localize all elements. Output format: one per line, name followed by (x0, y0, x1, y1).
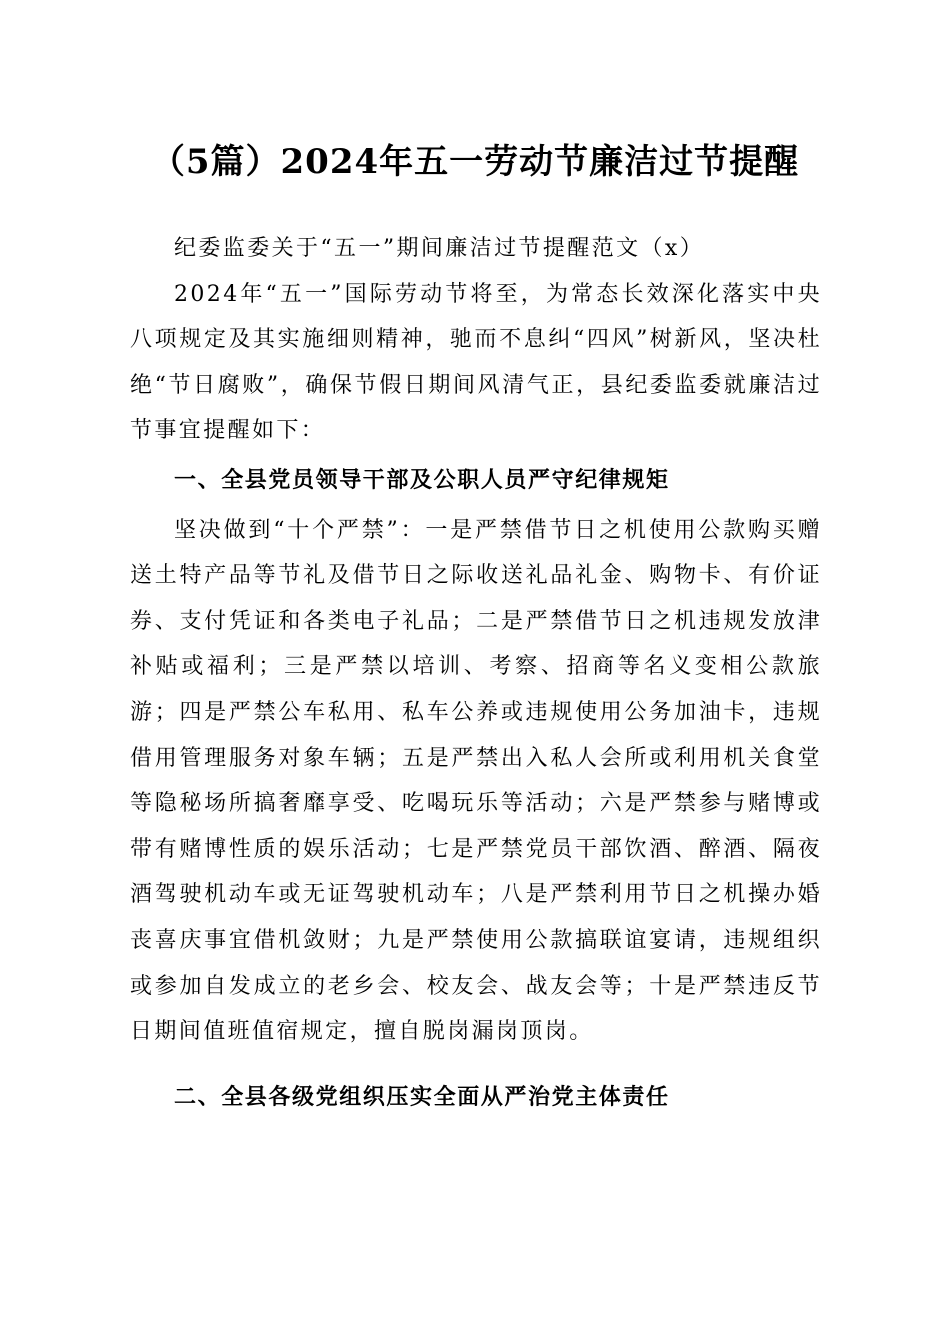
section-1-heading: 一、全县党员领导干部及公职人员严守纪律规矩 (174, 467, 670, 493)
intro-paragraph: 2024年“五一”国际劳动节将至，为常态长效深化落实中央八项规定及其实施细则精神，驰而不息纠“四风”树新风，坚决杜绝“节日腐败”，确保节假日期间风清气正，县纪委监委就廉洁过节事宜提醒如下： (130, 281, 822, 444)
document-title: （5篇）2024年五一劳动节廉洁过节提醒 (150, 142, 800, 182)
spacer (130, 1055, 822, 1075)
section-1-paragraph: 坚决做到“十个严禁”：一是严禁借节日之机使用公款购买赠送土特产品等节礼及借节日之际收送礼品礼金、购物卡、有价证券、支付凭证和各类电子礼品；二是严禁借节日之机违规发放津补贴或福利；三是严禁以培训、考察、招商等名义变相公款旅游；四是严禁公车私用、私车公养或违规使用公务加油卡，违规借用管理服务对象车辆；五是严禁出入私人会所或利用机关食堂等隐秘场所搞奢靡享受、吃喝玩乐等活动；六是严禁参与赌博或带有赌博性质的娱乐活动；七是严禁党员干部饮酒、醉酒、隔夜酒驾驶机动车或无证驾驶机动车；八是严禁利用节日之机操办婚丧喜庆事宜借机敛财；九是严禁使用公款搞联谊宴请，违规组织或参加自发成立的老乡会、校友会、战友会等；十是严禁违反节日期间值班值宿规定，擅自脱岗漏岗顶岗。 (130, 517, 822, 1045)
document-subtitle: 纪委监委关于“五一”期间廉洁过节提醒范文（x） (174, 236, 705, 261)
section-2-heading: 二、全县各级党组织压实全面从严治党主体责任 (174, 1084, 670, 1110)
document-body (130, 226, 822, 1120)
